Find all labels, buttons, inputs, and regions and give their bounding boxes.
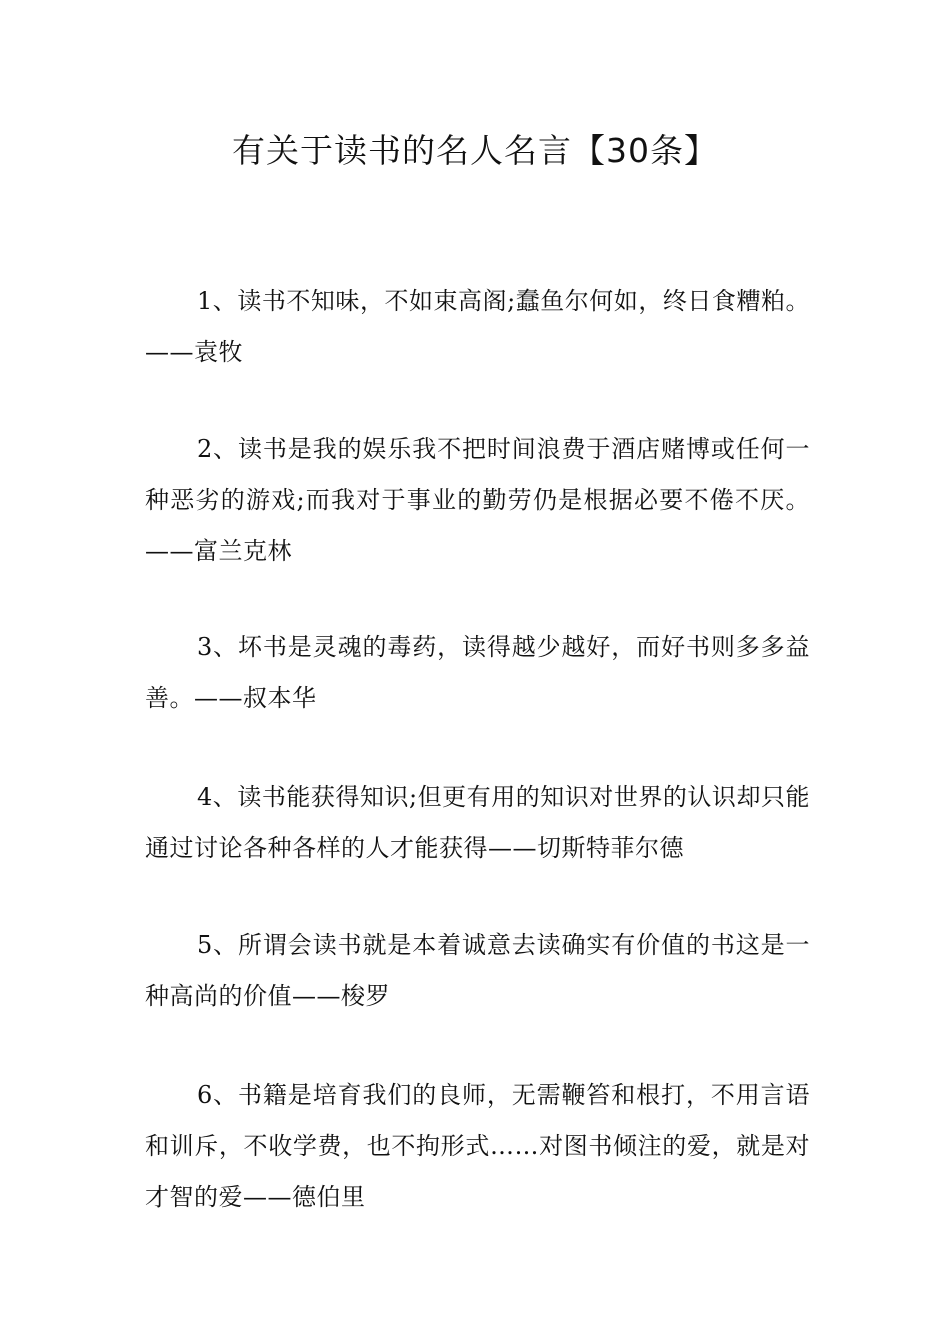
quote-paragraph: 6、书籍是培育我们的良师，无需鞭笞和根打，不用言语和训斥，不收学费，也不拘形式……对图书倾注的爱，就是对才智的爱——德伯里 [145,1081,810,1211]
quote-paragraph: 5、所谓会读书就是本着诚意去读确实有价值的书这是一种高尚的价值——梭罗 [145,931,810,1010]
quote-paragraph: 4、读书能获得知识;但更有用的知识对世界的认识却只能通过讨论各种各样的人才能获得——切斯特菲尔德 [145,783,810,862]
quote-paragraph: 1、读书不知味，不如束高阁;蠢鱼尔何如，终日食糟粕。——袁牧 [145,287,810,366]
page-title: 有关于读书的名人名言【30条】 [232,131,718,170]
quote-paragraph: 3、坏书是灵魂的毒药，读得越少越好，而好书则多多益善。——叔本华 [145,633,810,712]
quote-paragraph: 2、读书是我的娱乐我不把时间浪费于酒店赌博或任何一种恶劣的游戏;而我对于事业的勤劳仍是根据必要不倦不厌。——富兰克林 [145,435,810,565]
